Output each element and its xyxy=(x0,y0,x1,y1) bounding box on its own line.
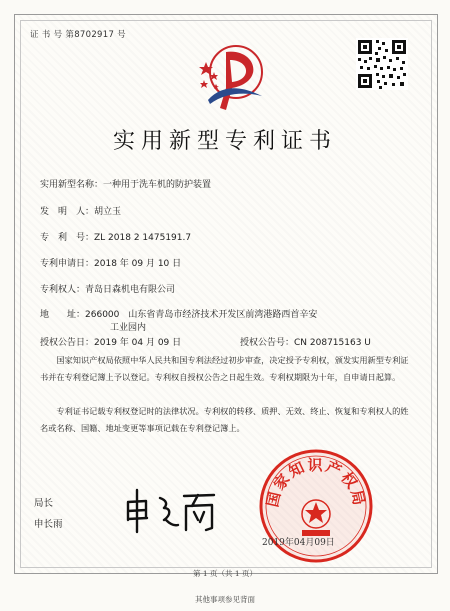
official-seal-icon xyxy=(256,446,376,566)
filing-date-value: 2018 年 09 月 10 日 xyxy=(94,259,182,269)
chief-name: 申长雨 xyxy=(34,519,63,530)
seal-text: 国家知识产权局 xyxy=(263,456,369,509)
patent-number-row xyxy=(40,230,191,243)
address-line-2: 工业园内 xyxy=(110,323,147,333)
inventor-row xyxy=(40,204,121,217)
cnipa-logo-icon xyxy=(196,42,266,114)
invention-name-row xyxy=(40,177,211,190)
seal-date: 2019年04月09日 xyxy=(262,538,335,548)
grant-date-label: 授权公告日： xyxy=(40,338,95,348)
signature-icon xyxy=(120,484,220,536)
inventor-label: 发 明 人： xyxy=(40,207,95,217)
filing-date-row xyxy=(40,256,181,269)
filing-date-label: 专利申请日： xyxy=(40,259,95,269)
grant-date-value: 2019 年 04 月 09 日 xyxy=(94,338,182,348)
page-number: 第 1 页（共 1 页） xyxy=(192,569,258,578)
invention-name-label: 实用新型名称： xyxy=(40,180,104,190)
legal-status-paragraph: 专利证书记载专利权登记时的法律状况。专利权的转移、质押、无效、终止、恢复和专利权人的姓名或名称、国籍、地址变更等事项记载在专利登记簿上。 xyxy=(40,406,409,433)
certificate-title: 实用新型专利证书 xyxy=(112,129,337,154)
address-row xyxy=(40,307,317,320)
grant-number-label: 授权公告号： xyxy=(240,338,295,348)
address-line-1: 266000 山东省青岛市经济技术开发区前湾港路西首辛安 xyxy=(85,310,318,320)
grant-number-row xyxy=(240,335,371,348)
patent-number-value: ZL 2018 2 1475191.7 xyxy=(94,233,192,243)
footer-note: 其他事项参见背面 xyxy=(195,595,255,604)
chief-title: 局长 xyxy=(34,498,54,509)
patentee-row xyxy=(40,282,175,295)
address-label: 地 址： xyxy=(40,310,86,320)
certificate-number: 证 书 号 第8702917 号 xyxy=(30,30,126,40)
inventor-value: 胡立玉 xyxy=(94,207,122,217)
grant-date-row xyxy=(40,335,181,348)
grant-paragraph: 国家知识产权局依照中华人民共和国专利法经过初步审查，决定授予专利权，颁发实用新型专利证书并在专利登记簿上予以登记。专利权自授权公告之日起生效。专利权期限为十年，自申请日起算。 xyxy=(40,355,409,382)
grant-number-value: CN 208715163 U xyxy=(294,338,371,348)
patentee-value: 青岛日森机电有限公司 xyxy=(85,285,176,295)
qr-code-icon xyxy=(356,38,408,90)
patentee-label: 专利权人： xyxy=(40,285,86,295)
invention-name-value: 一种用于洗车机的防护装置 xyxy=(103,180,212,190)
patent-number-label: 专 利 号： xyxy=(40,233,95,243)
